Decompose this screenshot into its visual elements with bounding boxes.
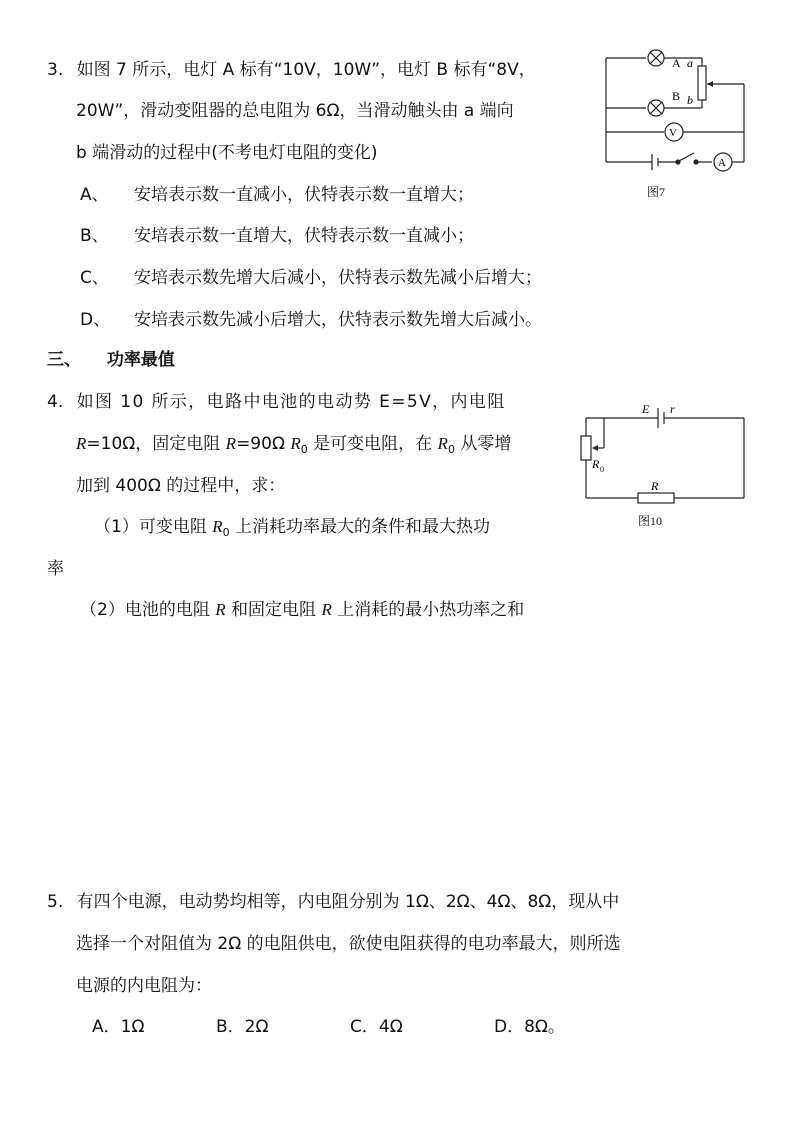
slider-arrow-icon	[707, 81, 713, 87]
q3-option-b	[80, 224, 474, 248]
option-label: D．	[494, 1017, 525, 1037]
option-label: D、	[80, 310, 111, 330]
subscript: 0	[222, 526, 230, 539]
label-lamp-b: B	[672, 89, 681, 103]
option-text: 安培表示数先增大后减小，伏特表示数先减小后增大；	[134, 268, 542, 288]
label-emf: E	[642, 402, 650, 416]
option-label: B．	[216, 1017, 245, 1037]
label-variable-resistor-sub: 0	[600, 465, 604, 474]
q5-text-2: 选择一个对阻值为 2Ω 的电阻供电，欲使电阻获得的电功率最大，则所选	[76, 934, 621, 954]
q3-text-2: 20W”，滑动变阻器的总电阻为 6Ω，当滑动触头由 a 端向	[76, 101, 514, 121]
q3-option-d	[80, 308, 542, 332]
q3-option-c	[80, 266, 542, 290]
option-text: 8Ω。	[524, 1017, 565, 1037]
q5-option-b	[216, 1015, 350, 1039]
q4-text: （1）可变电阻	[94, 517, 213, 537]
variable-resistor-icon	[581, 436, 591, 460]
q5-options	[92, 1015, 565, 1039]
q3-text-3: b 端滑动的过程中(不考电灯电阻的变化)	[76, 143, 378, 163]
label-fixed-resistor: R	[651, 479, 659, 493]
option-text: 4Ω	[378, 1017, 403, 1037]
var-r: R	[76, 434, 87, 453]
q4-text: =90Ω	[236, 434, 291, 454]
switch-icon	[679, 153, 694, 161]
option-label: C．	[350, 1017, 379, 1037]
section-number: 三、	[47, 350, 81, 370]
label-end-a: a	[687, 56, 693, 70]
subscript: 0	[447, 443, 455, 456]
var-r: R	[225, 434, 237, 453]
q4-text-1: 如图 10 所示，电路中电池的电动势 E=5V，内电阻	[76, 392, 506, 412]
option-text: 安培表示数一直增大，伏特表示数一直减小；	[134, 226, 474, 246]
label-voltmeter: V	[669, 127, 677, 139]
label-ammeter: A	[718, 157, 726, 169]
option-label: B、	[80, 226, 109, 246]
rheostat-icon	[698, 66, 706, 100]
label-lamp-a: A	[672, 56, 681, 70]
q3-line-1	[47, 58, 536, 82]
q5-option-c	[350, 1015, 494, 1039]
option-label: C、	[80, 268, 109, 288]
q4-text: 是可变电阻，在	[307, 434, 438, 454]
var-r0: R	[437, 434, 448, 453]
q4-text: 和固定电阻	[225, 600, 322, 620]
q4-line-2	[76, 432, 511, 462]
var-r0: R	[212, 517, 223, 536]
q5-line-1	[47, 890, 619, 914]
var-r: R	[321, 600, 332, 619]
label-variable-resistor: R	[592, 457, 600, 471]
figure-10-caption: 图10	[638, 514, 663, 528]
figure-10	[574, 398, 754, 512]
figure-7-caption: 图7	[647, 185, 666, 199]
option-text: 安培表示数一直减小，伏特表示数一直增大；	[134, 185, 474, 205]
subscript: 0	[300, 443, 308, 456]
label-end-b: b	[687, 93, 693, 107]
option-label: A、	[80, 185, 109, 205]
option-text: 安培表示数先减小后增大，伏特表示数先增大后减小。	[134, 310, 542, 330]
q4-line-1	[47, 390, 506, 414]
q4-text: （2）电池的电阻	[80, 600, 216, 620]
q4-number: 4.	[47, 392, 64, 412]
q3-text-1: 如图 7 所示，电灯 A 标有“10V，10W”，电灯 B 标有“8V，	[76, 60, 536, 80]
q5-number: 5.	[47, 892, 64, 912]
q4-text: 从零增	[454, 434, 512, 454]
q5-option-a	[92, 1015, 216, 1039]
var-r: R	[215, 600, 226, 619]
q4-sub-question-1-cont: 率	[47, 559, 64, 579]
q4-text: 上消耗功率最大的条件和最大热功	[229, 517, 491, 537]
q5-text-1: 有四个电源，电动势均相等，内电阻分别为 1Ω、2Ω、4Ω、8Ω，现从中	[76, 892, 620, 912]
q3-number: 3.	[47, 60, 64, 80]
q4-text: =10Ω，固定电阻	[86, 434, 226, 454]
slider-arrow-icon	[592, 445, 598, 451]
q5-text-3: 电源的内电阻为：	[76, 976, 212, 996]
circuit-diagram-7	[600, 44, 750, 174]
q4-text: 上消耗的最小热功率之和	[331, 600, 525, 620]
q3-option-a	[80, 183, 474, 207]
label-internal-resistance: r	[670, 402, 675, 416]
section-heading	[47, 348, 175, 372]
var-r0: R	[290, 434, 301, 453]
q4-sub-question-2	[80, 598, 524, 622]
option-label: A．	[92, 1017, 121, 1037]
section-title: 功率最值	[106, 350, 175, 370]
q4-sub-question-1	[94, 515, 490, 545]
circuit-diagram-10	[574, 398, 754, 508]
option-text: 1Ω	[120, 1017, 145, 1037]
figure-7	[600, 44, 750, 178]
q5-option-d	[494, 1017, 565, 1037]
fixed-resistor-icon	[638, 493, 674, 503]
q4-text-3: 加到 400Ω 的过程中，求：	[76, 476, 286, 496]
option-text: 2Ω	[244, 1017, 269, 1037]
